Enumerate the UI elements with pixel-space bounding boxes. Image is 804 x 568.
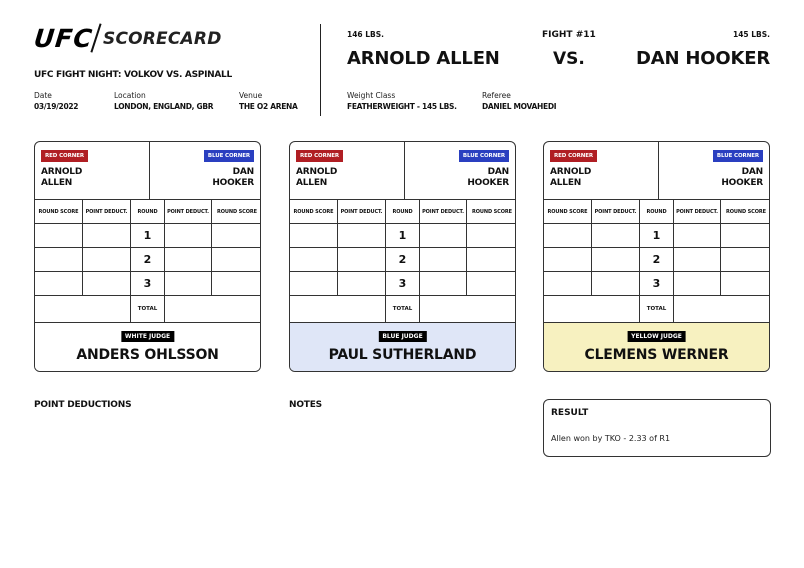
- blue-corner-fighter: [721, 167, 763, 189]
- result-text: Allen won by TKO - 2.33 of R1: [551, 434, 671, 443]
- score-grid-header: [290, 200, 515, 224]
- total-row: [544, 296, 769, 323]
- fight-number: FIGHT #11: [542, 30, 596, 40]
- red-round-score-cell[interactable]: [290, 248, 338, 271]
- judge-name: ANDERS OHLSSON: [76, 347, 219, 363]
- round-header: ROUND: [640, 200, 674, 223]
- location-value: LONDON, ENGLAND, GBR: [114, 102, 214, 111]
- judge-scorecard-1: [34, 141, 261, 372]
- blue-round-score-cell[interactable]: [212, 224, 261, 247]
- corner-divider: [404, 142, 405, 200]
- red-round-score-cell[interactable]: [35, 248, 83, 271]
- red-corner-last-name: ALLEN: [41, 178, 73, 188]
- blue-point-deduct-cell[interactable]: [420, 272, 467, 295]
- venue-value: THE O2 ARENA: [239, 102, 298, 111]
- red-point-deduct-header: POINT DEDUCT.: [83, 200, 131, 223]
- total-row: [290, 296, 515, 323]
- referee-value: DANIEL MOVAHEDI: [482, 102, 557, 111]
- red-corner-last-name: ALLEN: [296, 178, 328, 188]
- blue-point-deduct-cell[interactable]: [674, 248, 721, 271]
- blue-round-score-cell[interactable]: [212, 272, 261, 295]
- judge-area: [544, 323, 769, 372]
- red-point-deduct-cell[interactable]: [83, 248, 131, 271]
- judge-scorecard-3: [543, 141, 770, 372]
- blue-point-deduct-cell[interactable]: [165, 248, 212, 271]
- blue-point-deduct-header: POINT DEDUCT.: [420, 200, 467, 223]
- judge-area: [35, 323, 260, 372]
- corner-header: [35, 142, 260, 200]
- red-point-deduct-cell[interactable]: [338, 224, 386, 247]
- score-grid-header: [35, 200, 260, 224]
- round-number: 1: [131, 224, 165, 247]
- red-round-score-header: ROUND SCORE: [544, 200, 592, 223]
- blue-fighter-name: DAN HOOKER: [636, 48, 770, 69]
- round-row: [544, 224, 769, 248]
- red-corner-first-name: ARNOLD: [41, 167, 83, 177]
- header-divider: [320, 24, 321, 116]
- blue-point-deduct-header: POINT DEDUCT.: [674, 200, 721, 223]
- corner-header: [544, 142, 769, 200]
- blue-corner-first-name: DAN: [232, 167, 254, 177]
- red-round-score-header: ROUND SCORE: [290, 200, 338, 223]
- red-fighter-name: ARNOLD ALLEN: [347, 48, 500, 69]
- blue-round-score-cell[interactable]: [721, 248, 770, 271]
- red-corner-fighter: [41, 167, 82, 189]
- scorecard-title: SCORECARD: [103, 29, 222, 49]
- red-total-cell[interactable]: [35, 296, 131, 322]
- blue-total-cell[interactable]: [420, 296, 516, 322]
- judge-badge: YELLOW JUDGE: [627, 331, 686, 342]
- red-point-deduct-cell[interactable]: [592, 248, 640, 271]
- blue-corner-fighter: [467, 167, 509, 189]
- corner-header: [290, 142, 515, 200]
- red-round-score-cell[interactable]: [35, 224, 83, 247]
- round-header: ROUND: [386, 200, 420, 223]
- weight-class-label: Weight Class: [347, 91, 396, 100]
- ufc-logo: UFC: [32, 24, 95, 53]
- blue-round-score-cell[interactable]: [467, 224, 516, 247]
- red-round-score-header: ROUND SCORE: [35, 200, 83, 223]
- judge-scorecard-2: [289, 141, 516, 372]
- red-round-score-cell[interactable]: [544, 224, 592, 247]
- total-label: TOTAL: [131, 296, 165, 322]
- round-number: 1: [386, 224, 420, 247]
- judge-badge: WHITE JUDGE: [121, 331, 174, 342]
- blue-corner-last-name: HOOKER: [721, 178, 763, 188]
- blue-corner-first-name: DAN: [741, 167, 763, 177]
- date-label: Date: [34, 91, 52, 100]
- blue-corner-fighter: [212, 167, 254, 189]
- red-corner-badge: RED CORNER: [41, 150, 88, 162]
- blue-corner-first-name: DAN: [487, 167, 509, 177]
- blue-round-score-header: ROUND SCORE: [472, 208, 512, 215]
- score-grid-header: [544, 200, 769, 224]
- red-fighter-weight: 146 LBS.: [347, 30, 385, 39]
- red-total-cell[interactable]: [290, 296, 386, 322]
- blue-round-score-header: ROUND SCORE: [726, 208, 766, 215]
- blue-total-cell[interactable]: [165, 296, 261, 322]
- round-row: [290, 272, 515, 296]
- red-corner-fighter: [550, 167, 591, 189]
- total-label: TOTAL: [386, 296, 420, 322]
- round-number: 1: [640, 224, 674, 247]
- red-point-deduct-cell[interactable]: [83, 224, 131, 247]
- red-point-deduct-header: POINT DEDUCT.: [592, 200, 640, 223]
- blue-corner-last-name: HOOKER: [212, 178, 254, 188]
- blue-fighter-weight: 145 LBS.: [732, 30, 770, 39]
- round-header: ROUND: [131, 200, 165, 223]
- round-row: [35, 248, 260, 272]
- blue-total-cell[interactable]: [674, 296, 770, 322]
- red-point-deduct-cell[interactable]: [592, 272, 640, 295]
- blue-round-score-cell[interactable]: [721, 272, 770, 295]
- blue-corner-badge: BLUE CORNER: [204, 150, 254, 162]
- round-row: [290, 248, 515, 272]
- judge-name: PAUL SUTHERLAND: [328, 347, 477, 363]
- corner-divider: [658, 142, 659, 200]
- result-title: RESULT: [551, 408, 589, 418]
- blue-round-score-header: ROUND SCORE: [217, 208, 257, 215]
- red-corner-fighter: [296, 167, 337, 189]
- total-label: TOTAL: [640, 296, 674, 322]
- event-name: UFC FIGHT NIGHT: VOLKOV VS. ASPINALL: [34, 70, 232, 80]
- red-round-score-cell[interactable]: [290, 272, 338, 295]
- blue-point-deduct-cell[interactable]: [674, 224, 721, 247]
- judge-badge: BLUE JUDGE: [378, 331, 426, 342]
- red-corner-badge: RED CORNER: [296, 150, 343, 162]
- blue-point-deduct-cell[interactable]: [420, 224, 467, 247]
- corner-divider: [149, 142, 150, 200]
- red-round-score-cell[interactable]: [544, 272, 592, 295]
- round-number: 3: [640, 272, 674, 295]
- round-row: [544, 248, 769, 272]
- blue-point-deduct-header: POINT DEDUCT.: [165, 200, 212, 223]
- result-box: [543, 399, 771, 457]
- blue-round-score-cell[interactable]: [467, 272, 516, 295]
- blue-corner-last-name: HOOKER: [467, 178, 509, 188]
- round-row: [35, 224, 260, 248]
- blue-point-deduct-cell[interactable]: [420, 248, 467, 271]
- location-label: Location: [114, 91, 146, 100]
- blue-round-score-cell[interactable]: [467, 248, 516, 271]
- red-corner-first-name: ARNOLD: [550, 167, 592, 177]
- red-round-score-cell[interactable]: [35, 272, 83, 295]
- judge-area: [290, 323, 515, 372]
- round-row: [35, 272, 260, 296]
- blue-round-score-cell[interactable]: [212, 248, 261, 271]
- red-round-score-cell[interactable]: [544, 248, 592, 271]
- referee-label: Referee: [482, 91, 511, 100]
- red-corner-badge: RED CORNER: [550, 150, 597, 162]
- blue-corner-badge: BLUE CORNER: [713, 150, 763, 162]
- judge-name: CLEMENS WERNER: [584, 347, 729, 363]
- red-round-score-cell[interactable]: [290, 224, 338, 247]
- versus-label: VS.: [553, 49, 585, 69]
- round-number: 2: [131, 248, 165, 271]
- round-number: 3: [131, 272, 165, 295]
- round-number: 3: [386, 272, 420, 295]
- venue-label: Venue: [239, 91, 263, 100]
- point-deductions-title: POINT DEDUCTIONS: [34, 400, 132, 410]
- notes-title: NOTES: [289, 400, 322, 410]
- red-corner-last-name: ALLEN: [550, 178, 582, 188]
- weight-class-value: FEATHERWEIGHT - 145 LBS.: [347, 102, 457, 111]
- blue-point-deduct-cell[interactable]: [165, 224, 212, 247]
- red-corner-first-name: ARNOLD: [296, 167, 338, 177]
- round-row: [290, 224, 515, 248]
- red-point-deduct-cell[interactable]: [83, 272, 131, 295]
- blue-round-score-cell[interactable]: [721, 224, 770, 247]
- red-point-deduct-header: POINT DEDUCT.: [338, 200, 386, 223]
- red-point-deduct-cell[interactable]: [338, 272, 386, 295]
- date-value: 03/19/2022: [34, 102, 79, 111]
- red-point-deduct-cell[interactable]: [338, 248, 386, 271]
- total-row: [35, 296, 260, 323]
- red-total-cell[interactable]: [544, 296, 640, 322]
- blue-point-deduct-cell[interactable]: [674, 272, 721, 295]
- red-point-deduct-cell[interactable]: [592, 224, 640, 247]
- round-number: 2: [640, 248, 674, 271]
- blue-corner-badge: BLUE CORNER: [459, 150, 509, 162]
- blue-point-deduct-cell[interactable]: [165, 272, 212, 295]
- round-number: 2: [386, 248, 420, 271]
- round-row: [544, 272, 769, 296]
